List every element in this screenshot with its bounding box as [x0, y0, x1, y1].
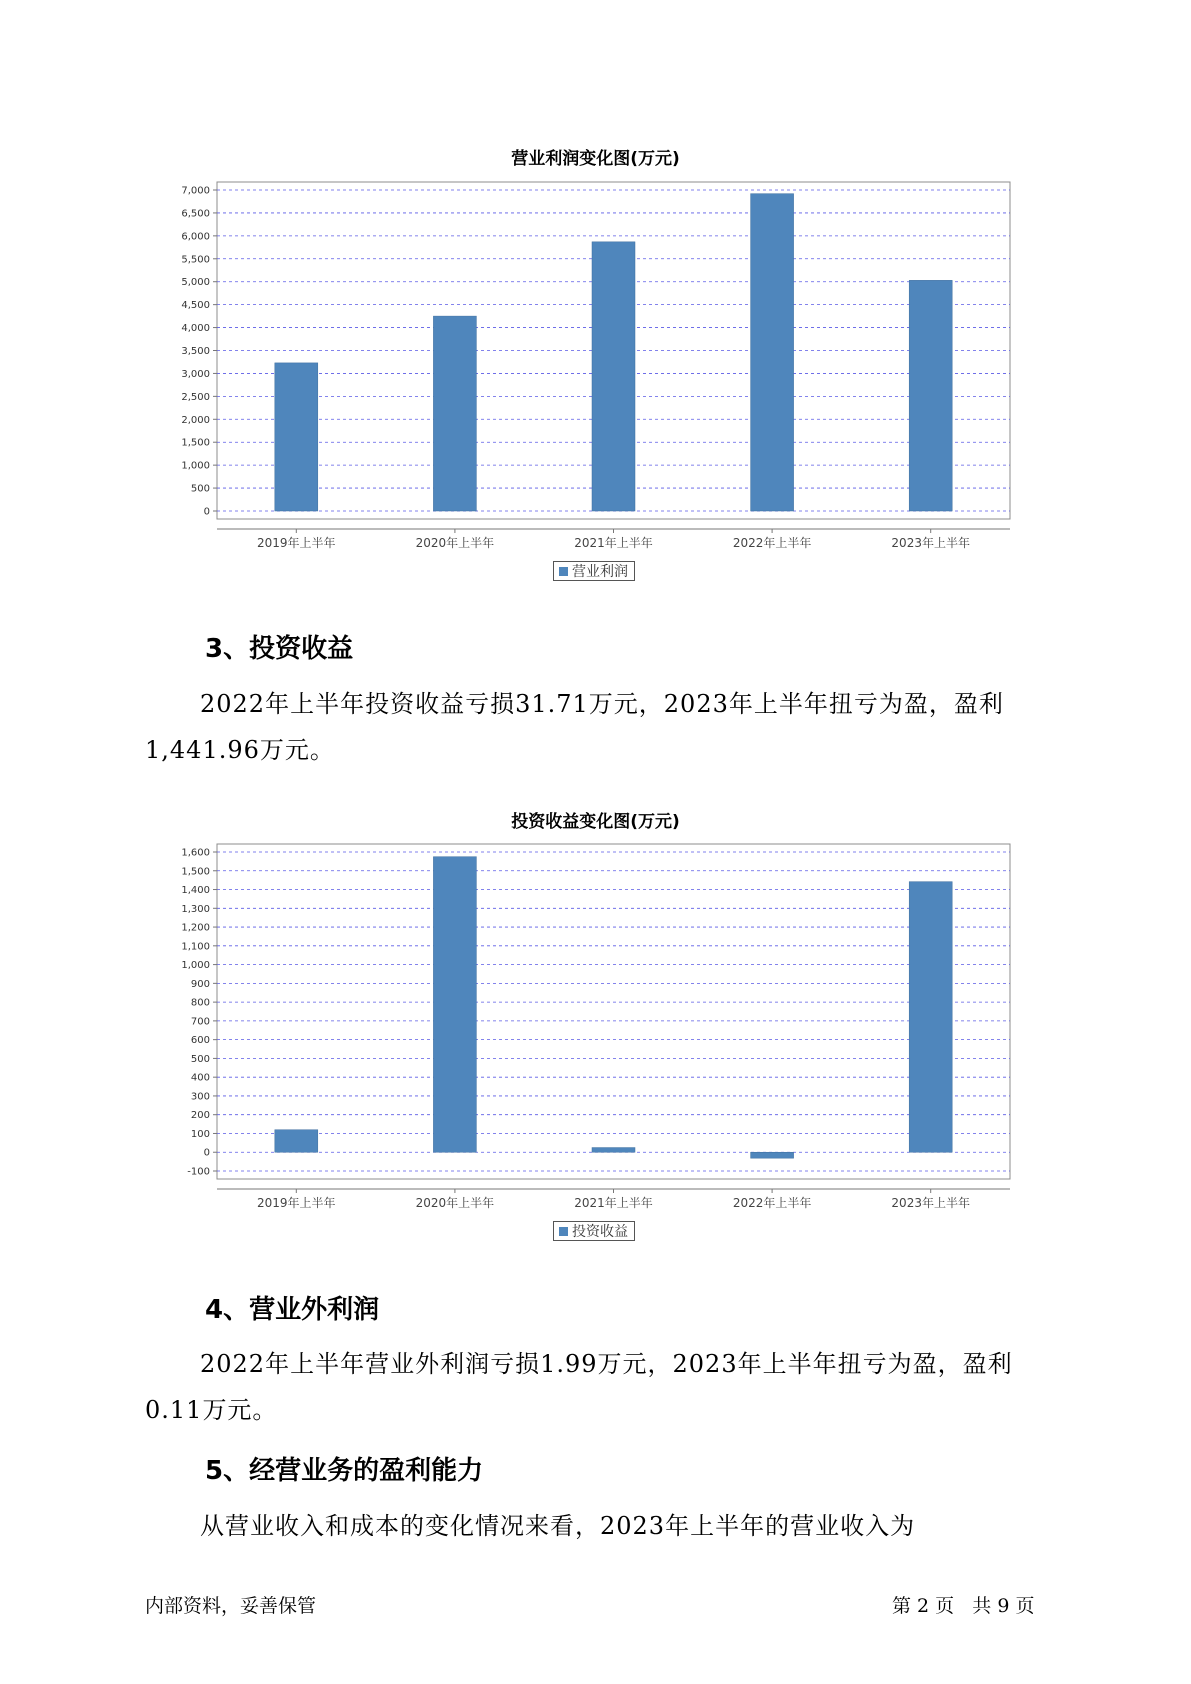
y-tick-label: 800 [190, 997, 210, 1009]
legend-swatch-icon [559, 1227, 568, 1236]
chart-2-legend-label: 投资收益 [572, 1224, 628, 1240]
x-tick-label: 2021年上半年 [574, 536, 653, 550]
y-tick-label: 6,500 [181, 208, 210, 220]
y-tick-label: 100 [190, 1128, 210, 1140]
y-tick-label: 1,400 [181, 885, 210, 897]
y-tick-label: 500 [190, 483, 210, 495]
y-tick-label: 5,500 [181, 254, 210, 266]
section-3-heading: 3、投资收益 [205, 634, 354, 664]
chart-1-legend [553, 561, 635, 581]
footer-confidential: 内部资料，妥善保管 [145, 1595, 317, 1617]
y-tick-label: 5,000 [181, 277, 210, 289]
chart-1-title: 营业利润变化图(万元) [511, 149, 680, 169]
y-tick-label: -100 [187, 1166, 210, 1178]
chart-2-legend [553, 1221, 635, 1241]
y-tick-label: 2,000 [181, 414, 210, 426]
section-3-paragraph: 2022年上半年投资收益亏损31.71万元，2023年上半年扭亏为盈，盈利1,441.96万元。 [145, 690, 1004, 764]
plot-area [217, 844, 1010, 1179]
x-tick-label: 2020年上半年 [415, 1196, 495, 1210]
x-tick-label: 2021年上半年 [574, 1196, 653, 1210]
y-tick-label: 0 [203, 1147, 210, 1159]
chart-2-title: 投资收益变化图(万元) [511, 812, 680, 832]
y-tick-label: 4,000 [181, 323, 210, 335]
y-tick-label: 3,000 [181, 368, 210, 380]
operating-profit-chart [0, 170, 1191, 550]
bar [751, 194, 794, 511]
y-tick-label: 200 [190, 1110, 210, 1122]
y-tick-label: 0 [203, 506, 210, 518]
investment-income-chart [0, 830, 1191, 1210]
section-4-heading: 4、营业外利润 [205, 1295, 380, 1325]
section-4-paragraph: 2022年上半年营业外利润亏损1.99万元，2023年上半年扭亏为盈，盈利0.11万元。 [145, 1350, 1013, 1424]
bar [592, 1148, 635, 1153]
y-tick-label: 1,000 [181, 460, 210, 472]
bar [909, 280, 952, 511]
y-tick-label: 300 [190, 1091, 210, 1103]
y-tick-label: 600 [190, 1035, 210, 1047]
y-tick-label: 6,000 [181, 231, 210, 243]
footer-page-number: 第 2 页 共 9 页 [892, 1595, 1035, 1617]
x-tick-label: 2019年上半年 [257, 536, 336, 550]
y-tick-label: 1,100 [181, 941, 210, 953]
x-tick-label: 2019年上半年 [257, 1196, 336, 1210]
y-tick-label: 4,500 [181, 300, 210, 312]
y-tick-label: 900 [190, 978, 210, 990]
y-tick-label: 1,200 [181, 922, 210, 934]
chart-1-legend-label: 营业利润 [572, 564, 628, 580]
y-tick-label: 1,500 [181, 866, 210, 878]
y-tick-label: 500 [190, 1053, 210, 1065]
bar [275, 1130, 318, 1153]
y-tick-label: 2,500 [181, 391, 210, 403]
legend-swatch-icon [559, 567, 568, 576]
bar [751, 1152, 794, 1158]
y-tick-label: 700 [190, 1016, 210, 1028]
section-5-heading: 5、经营业务的盈利能力 [205, 1456, 484, 1486]
bar [275, 363, 318, 511]
bar [433, 857, 476, 1153]
y-tick-label: 1,500 [181, 437, 210, 449]
y-tick-label: 1,000 [181, 960, 210, 972]
y-tick-label: 1,600 [181, 847, 210, 859]
y-tick-label: 1,300 [181, 903, 210, 915]
bar [433, 316, 476, 511]
x-tick-label: 2020年上半年 [415, 536, 495, 550]
section-5-paragraph: 从营业收入和成本的变化情况来看，2023年上半年的营业收入为 [200, 1512, 916, 1540]
x-tick-label: 2022年上半年 [732, 1196, 812, 1210]
bar [909, 882, 952, 1153]
bar [592, 242, 635, 511]
x-tick-label: 2022年上半年 [732, 536, 812, 550]
y-tick-label: 3,500 [181, 346, 210, 357]
y-tick-label: 7,000 [181, 185, 210, 197]
x-tick-label: 2023年上半年 [891, 536, 970, 550]
y-tick-label: 400 [190, 1072, 210, 1084]
x-tick-label: 2023年上半年 [891, 1196, 970, 1210]
